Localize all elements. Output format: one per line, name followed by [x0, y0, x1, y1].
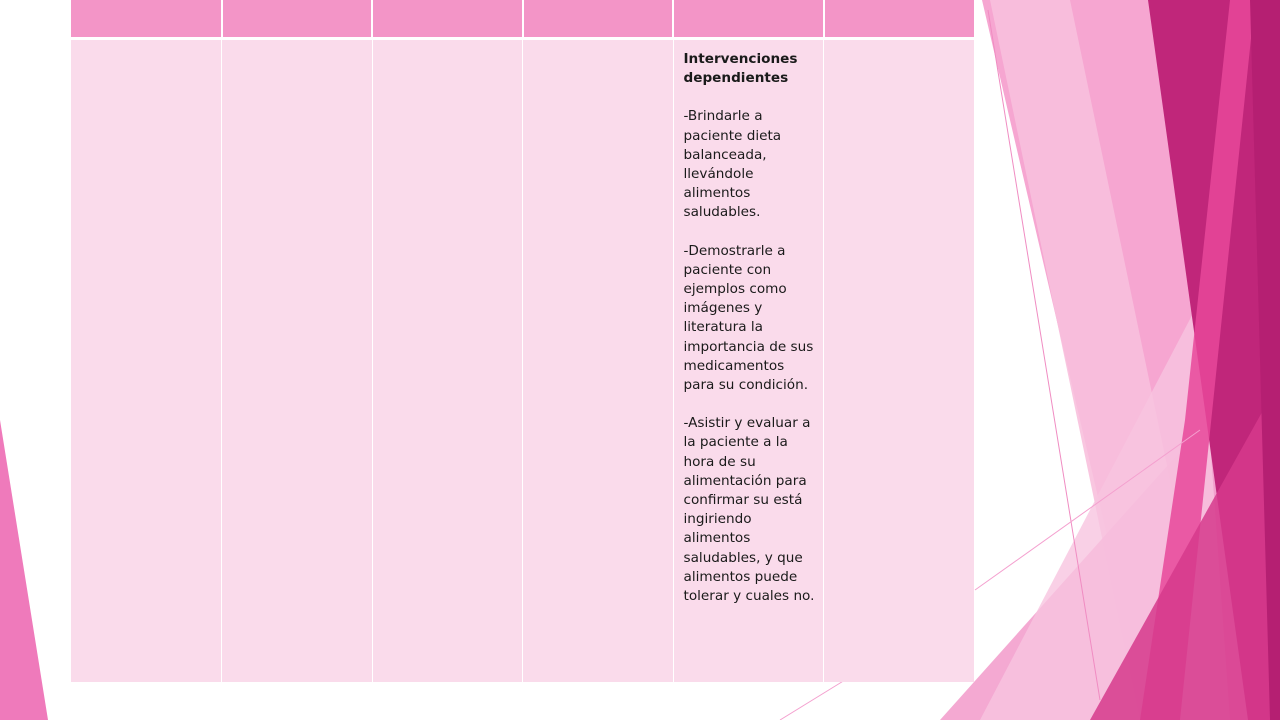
intervention-item: -Asistir y evaluar a la paciente a la hora de su alimentación para confirmar su está ingiriendo alimentos saludables, y que alimentos puede tolerar y cuales no.: [683, 415, 815, 605]
table-header-cell: [71, 0, 222, 39]
table-cell: [523, 39, 674, 683]
table-cell: [824, 39, 975, 683]
table-cell: [372, 39, 523, 683]
interventions-cell: [673, 39, 824, 683]
table-cell: [222, 39, 373, 683]
intervention-item: -Demostrarle a paciente con ejemplos como imágenes y literatura la importancia de sus medicamentos para su condición.: [683, 242, 814, 394]
table-header-cell: [673, 0, 824, 39]
table-cell: [71, 39, 222, 683]
intervention-item: -Brindarle a paciente dieta balanceada, llevándole alimentos saludables.: [683, 108, 782, 221]
left-accent-shape: [0, 420, 48, 720]
deco-line-3: [780, 680, 845, 720]
table-header-cell: [824, 0, 975, 39]
table-header-row: [71, 0, 974, 39]
table-header-cell: [372, 0, 523, 39]
table-row: [71, 39, 974, 683]
care-plan-table: [71, 0, 974, 682]
interventions-heading: Intervenciones dependientes: [683, 51, 798, 87]
table-header-cell: [523, 0, 674, 39]
table-header-cell: [222, 0, 373, 39]
